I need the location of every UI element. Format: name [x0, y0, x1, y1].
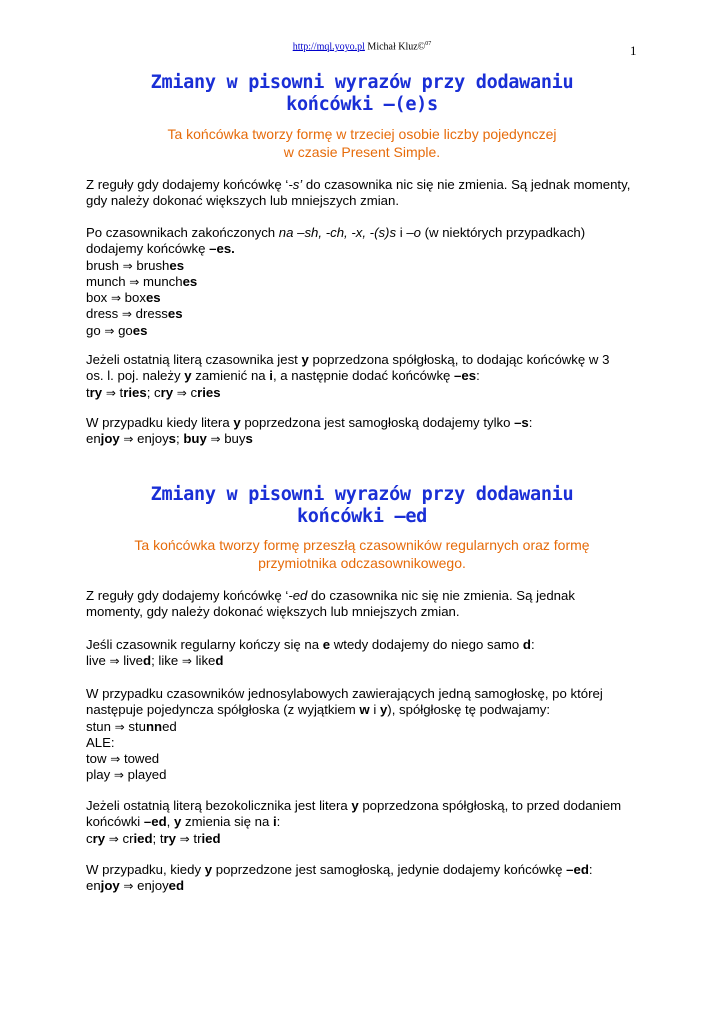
text-bold: nn — [145, 718, 163, 734]
example-row — [86, 274, 646, 290]
text: (w niektórych przypadkach) — [420, 225, 586, 240]
text: live — [123, 653, 143, 669]
arrow-icon: ⇒ — [122, 258, 133, 273]
text-bold: y — [173, 814, 182, 830]
text: zmienia się na — [181, 814, 273, 830]
arrow-icon: ⇒ — [181, 654, 192, 669]
text: wtedy dodajemy do niego samo — [330, 637, 523, 652]
text-bold: e — [322, 637, 331, 652]
text: poprzedzona spółgłoską, to dodając końcówkę w 3 — [308, 352, 610, 367]
text: Jeżeli ostatnią literą bezokolicznika jest litera — [86, 798, 352, 813]
example-stem: brush — [136, 257, 170, 273]
text: ), spółgłoskę tę podwajamy: — [387, 702, 551, 718]
example-ending: es — [169, 257, 185, 273]
section1-subtitle — [0, 125, 724, 161]
text: i — [369, 702, 380, 718]
text: c — [190, 384, 198, 400]
example-ending: es — [167, 306, 183, 322]
text: W przypadku, kiedy — [86, 862, 205, 877]
arrow-icon: ⇒ — [110, 291, 121, 306]
text-bold: ries — [123, 384, 147, 400]
text: Jeżeli ostatnią literą czasownika jest — [86, 352, 302, 367]
arrow-icon: ⇒ — [110, 752, 121, 767]
text-bold: ry — [89, 384, 103, 400]
text: played — [127, 767, 167, 783]
text: zamienić na — [191, 368, 270, 384]
example-base: dress — [86, 306, 119, 322]
text: t — [159, 830, 164, 846]
arrow-icon: ⇒ — [114, 719, 125, 734]
text-italic: –o — [406, 225, 421, 240]
example-row — [86, 258, 646, 274]
text-bold: joy — [100, 878, 120, 894]
text-bold: ries — [197, 384, 221, 400]
text-bold: ed — [168, 878, 185, 894]
arrow-icon: ⇒ — [210, 432, 221, 447]
example-base: munch — [86, 273, 126, 289]
section1-subtitle-line2: w czasie Present Simple. — [283, 144, 441, 160]
text: dodajemy końcówkę — [86, 241, 210, 257]
text: poprzedzone jest samogłoską, jedynie dodajemy końcówkę — [212, 862, 567, 877]
text: play — [86, 767, 111, 783]
text-bold: buy — [183, 431, 207, 447]
section1-paragraph-4 — [86, 415, 646, 448]
text: c — [86, 830, 93, 846]
text: W przypadku kiedy litera — [86, 415, 234, 430]
text-bold: s — [245, 431, 253, 447]
example-line — [86, 431, 253, 446]
text: buy — [224, 431, 246, 447]
section2-subtitle — [0, 536, 724, 572]
text-bold: w — [359, 702, 370, 718]
text-bold: –es — [454, 368, 477, 384]
section2-title-line1: Zmiany w pisowni wyrazów przy dodawaniu — [150, 484, 574, 505]
header-author: Michał Kluz© — [367, 41, 426, 53]
text: ; — [146, 384, 155, 400]
text: : — [528, 415, 533, 430]
text-bold: ied — [201, 830, 221, 846]
arrow-icon: ⇒ — [113, 768, 124, 783]
text: : — [588, 862, 593, 877]
text: końcówki — [86, 814, 144, 830]
arrow-icon: ⇒ — [104, 323, 115, 338]
text: Jeśli czasownik regularny kończy się na — [86, 637, 323, 652]
section2-paragraph-1 — [86, 588, 646, 621]
example-ending: es — [182, 273, 198, 289]
text-bold: y — [204, 862, 213, 877]
text-bold: i — [269, 368, 273, 384]
text: : — [476, 368, 480, 384]
text: stun — [86, 718, 111, 734]
section2-subtitle-line1: Ta końcówka tworzy formę przeszłą czasowników regularnych oraz formę — [134, 537, 590, 553]
example-stem: box — [124, 290, 146, 306]
example-stem: munch — [143, 273, 183, 289]
page-number: 1 — [630, 43, 637, 58]
text-italic: -ed — [288, 588, 308, 603]
arrow-icon: ⇒ — [123, 879, 134, 894]
text-bold: y — [351, 798, 359, 813]
text: , — [166, 814, 174, 830]
text: Po czasownikach zakończonych — [86, 225, 279, 240]
text: c — [154, 384, 161, 400]
text: do czasownika nic się nie zmienia. Są jednak momenty, — [302, 177, 631, 192]
example-row — [86, 290, 646, 306]
text: towed — [123, 751, 160, 767]
text-bold: ied — [133, 830, 153, 846]
text: t — [119, 384, 124, 400]
text: tow — [86, 751, 107, 767]
section1-title-line1: Zmiany w pisowni wyrazów przy dodawaniu — [150, 72, 574, 93]
arrow-icon: ⇒ — [123, 432, 134, 447]
text-bold: ry — [160, 384, 174, 400]
section1-title-line2: końcówki –(e)s — [286, 94, 438, 115]
text: Z reguły gdy dodajemy końcówkę ‘ — [86, 588, 289, 603]
text-bold: y — [233, 415, 241, 430]
text: : — [276, 814, 281, 830]
text: poprzedzona spółgłoską, to przed dodaniem — [358, 798, 622, 813]
text-bold: y — [301, 352, 309, 367]
ale-label: ALE: — [86, 734, 115, 750]
text: cr — [122, 830, 134, 846]
example-row — [86, 323, 646, 339]
text: momenty, gdy należy dokonać większych lub mniejszych zmian. — [86, 604, 460, 620]
text: stu — [128, 718, 146, 734]
text: t — [86, 384, 90, 400]
text-bold: i — [272, 814, 277, 830]
text-bold: y — [184, 368, 192, 384]
text: gdy należy dokonać większych lub mniejszych zmian. — [86, 193, 399, 209]
example-line — [86, 385, 221, 400]
example-line — [86, 767, 166, 782]
text-bold: joy — [100, 431, 120, 447]
arrow-icon: ⇒ — [108, 831, 119, 846]
text-bold: –s — [514, 415, 529, 430]
text: live — [86, 653, 106, 669]
text: enjoy — [137, 878, 169, 894]
section1-subtitle-line1: Ta końcówka tworzy formę w trzeciej osobie liczby pojedynczej — [167, 126, 557, 142]
text: en — [86, 431, 101, 447]
arrow-icon: ⇒ — [129, 274, 140, 289]
example-base: box — [86, 290, 108, 306]
text-bold: ry — [92, 830, 106, 846]
text: like — [158, 653, 179, 669]
text-bold: –es. — [209, 241, 235, 257]
arrow-icon: ⇒ — [176, 385, 187, 400]
section1-title — [0, 72, 724, 116]
text-bold: –ed — [566, 862, 589, 877]
page-header — [0, 41, 724, 52]
example-stem: go — [118, 322, 133, 338]
text: poprzedzona jest samogłoską dodajemy tylko — [240, 415, 515, 430]
text: os. l. poj. należy — [86, 368, 185, 384]
arrow-icon: ⇒ — [105, 385, 116, 400]
arrow-icon: ⇒ — [121, 307, 132, 322]
text: ; — [152, 830, 160, 846]
text-italic: -s’ — [288, 177, 303, 192]
example-ending: es — [132, 322, 148, 338]
section2-paragraph-5 — [86, 862, 646, 895]
text: : — [530, 637, 535, 652]
text-bold: s — [168, 431, 177, 447]
section2-title — [0, 484, 724, 528]
text: tr — [193, 830, 202, 846]
header-year: 07 — [425, 41, 432, 47]
text: do czasownika nic się nie zmienia. Są jednak — [307, 588, 575, 603]
text-italic: na –sh, -ch, -x, -(s)s — [278, 225, 397, 240]
text: W przypadku czasowników jednosylabowych zawierających jedną samogłoskę, po której — [86, 686, 603, 701]
section1-paragraph-1 — [86, 177, 646, 210]
text-bold: d — [215, 653, 224, 669]
header-url-link[interactable]: http://mql.yoyo.pl — [292, 41, 365, 53]
example-line — [86, 653, 223, 668]
text: en — [86, 878, 101, 894]
text: enjoy — [137, 431, 169, 447]
text-bold: d — [522, 637, 531, 652]
text: i — [396, 225, 407, 240]
arrow-icon: ⇒ — [109, 654, 120, 669]
text-bold: –ed — [143, 814, 167, 830]
text: ed — [162, 718, 177, 734]
section1-paragraph-3 — [86, 352, 646, 401]
example-stem: dress — [135, 306, 168, 322]
example-base: brush — [86, 257, 119, 273]
example-line — [86, 719, 177, 734]
example-ending: es — [145, 290, 161, 306]
example-line — [86, 751, 159, 766]
text: , a następnie dodać końcówkę — [272, 368, 455, 384]
text: like — [195, 653, 216, 669]
examples-list — [86, 258, 646, 339]
text: Z reguły gdy dodajemy końcówkę ‘ — [86, 177, 289, 192]
example-base: go — [86, 322, 101, 338]
section2-paragraph-3 — [86, 686, 646, 784]
example-row — [86, 306, 646, 322]
arrow-icon: ⇒ — [179, 831, 190, 846]
text: następuje pojedyncza spółgłoska (z wyjątkiem — [86, 702, 360, 718]
text: ; — [151, 653, 159, 669]
example-line — [86, 878, 184, 893]
text: ; — [176, 431, 184, 447]
text-bold: y — [379, 702, 388, 718]
section2-paragraph-2 — [86, 637, 646, 670]
section2-paragraph-4 — [86, 798, 646, 847]
example-line — [86, 831, 221, 846]
text-bold: ry — [163, 830, 176, 846]
section2-title-line2: końcówki –ed — [296, 506, 428, 527]
section2-subtitle-line2: przymiotnika odczasownikowego. — [258, 555, 466, 571]
section1-paragraph-2 — [86, 225, 646, 339]
text-bold: d — [143, 653, 152, 669]
